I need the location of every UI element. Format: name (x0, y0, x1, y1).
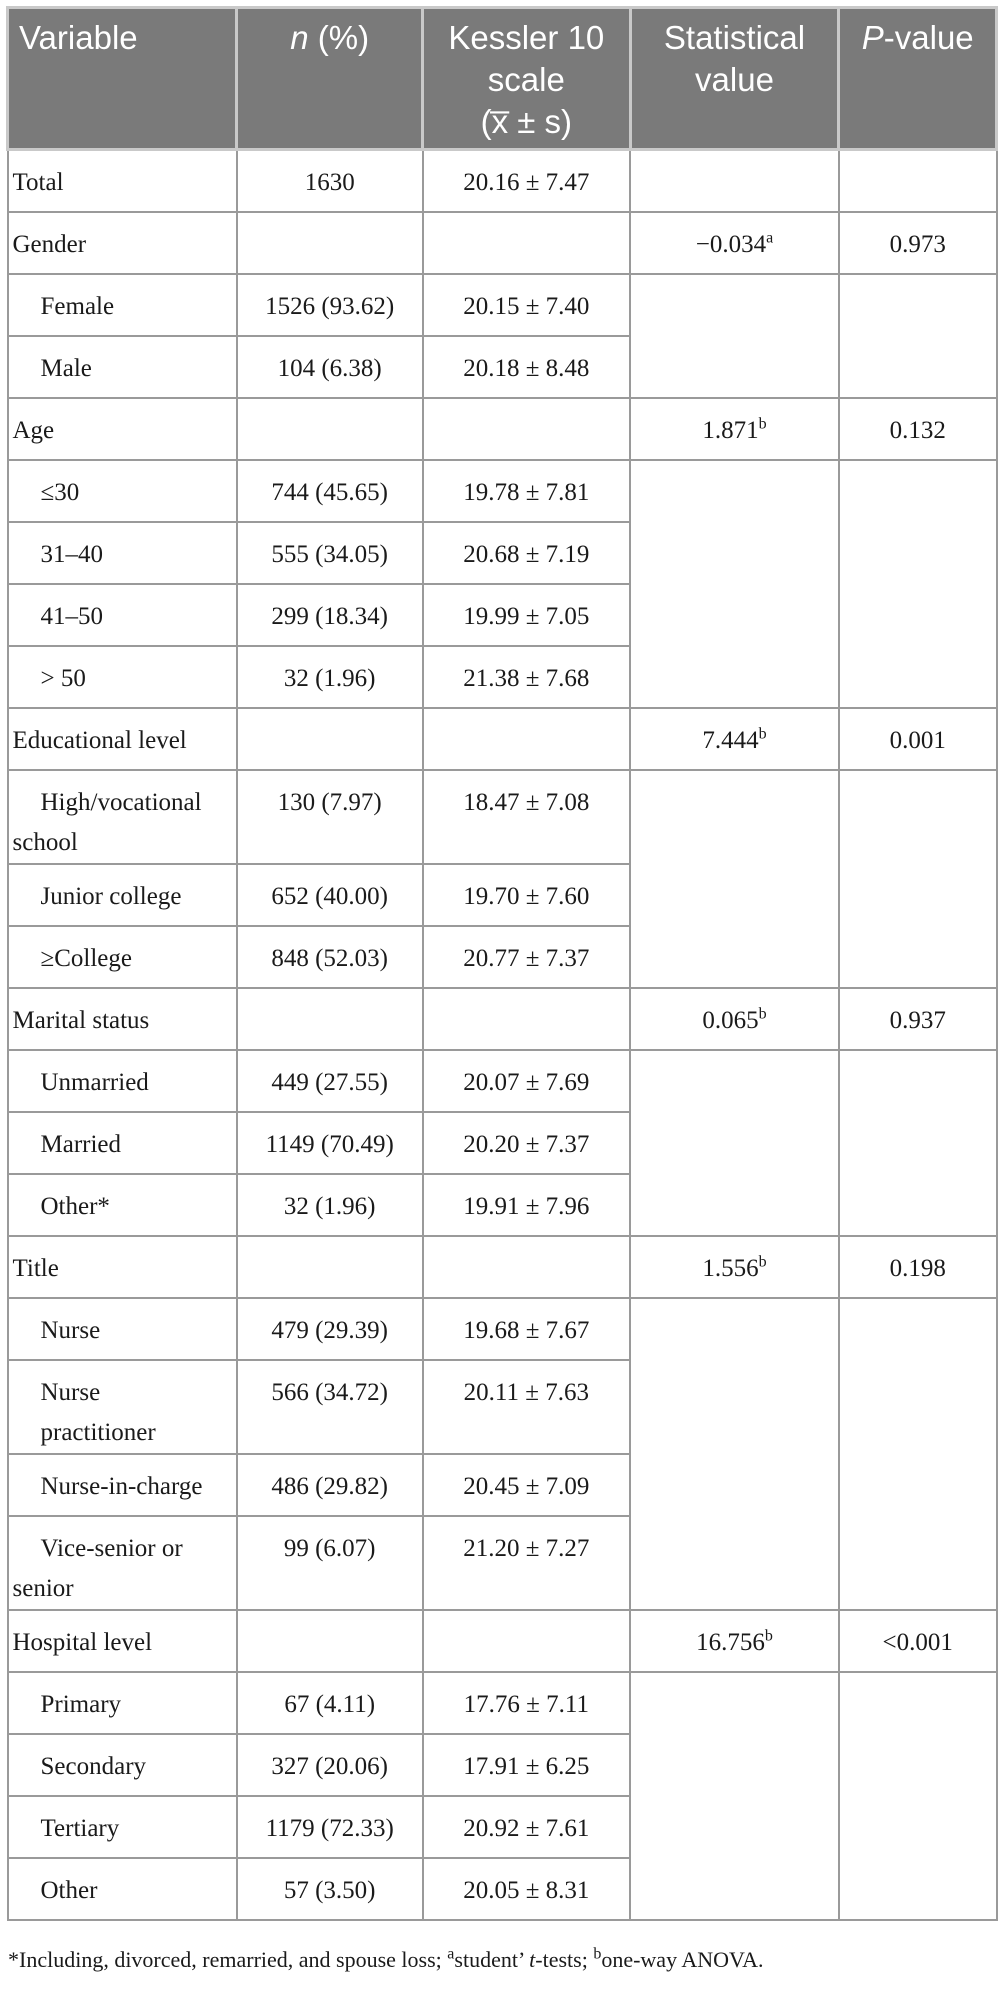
cell-n-percent: 1630 (237, 150, 423, 212)
cell-kessler: 17.91 ± 6.25 (423, 1734, 631, 1796)
cell-kessler (423, 212, 631, 274)
row-label: Title (8, 1236, 237, 1298)
row-label: > 50 (8, 646, 237, 708)
cell-statistical-value-blank (630, 1298, 839, 1610)
cell-n-percent: 652 (40.00) (237, 864, 423, 926)
cell-p-value-blank (839, 1050, 997, 1236)
cell-kessler: 17.76 ± 7.11 (423, 1672, 631, 1734)
row-label: Educational level (8, 708, 237, 770)
row-label: Tertiary (8, 1796, 237, 1858)
cell-p-value: 0.937 (839, 988, 997, 1050)
row-label: Nurse (8, 1298, 237, 1360)
cell-statistical-value: −0.034$^a$ (630, 212, 839, 274)
cell-n-percent (237, 212, 423, 274)
cell-p-value: 0.132 (839, 398, 997, 460)
row-label: Nurse-in-charge (8, 1454, 237, 1516)
table-group-row (8, 212, 997, 274)
table-row (8, 460, 997, 522)
header-row (8, 8, 997, 150)
table-group-row (8, 1236, 997, 1298)
table-row (8, 274, 997, 336)
results-table (6, 6, 998, 1921)
row-label: High/vocational school (8, 770, 237, 864)
cell-n-percent (237, 1236, 423, 1298)
cell-kessler: 20.68 ± 7.19 (423, 522, 631, 584)
cell-statistical-value-blank (630, 274, 839, 398)
cell-kessler: 19.78 ± 7.81 (423, 460, 631, 522)
cell-statistical-value: 16.756$^b$ (630, 1610, 839, 1672)
row-label: ≤30 (8, 460, 237, 522)
cell-statistical-value: 0.065$^b$ (630, 988, 839, 1050)
cell-n-percent: 848 (52.03) (237, 926, 423, 988)
cell-kessler: 20.20 ± 7.37 (423, 1112, 631, 1174)
cell-kessler: 20.16 ± 7.47 (423, 150, 631, 212)
table-row (8, 770, 997, 864)
cell-p-value-blank (839, 460, 997, 708)
cell-statistical-value: 1.556$^b$ (630, 1236, 839, 1298)
cell-kessler: 19.91 ± 7.96 (423, 1174, 631, 1236)
cell-kessler: 20.11 ± 7.63 (423, 1360, 631, 1454)
cell-statistical-value (630, 150, 839, 212)
cell-kessler: 19.99 ± 7.05 (423, 584, 631, 646)
row-label: Female (8, 274, 237, 336)
cell-n-percent: 130 (7.97) (237, 770, 423, 864)
cell-kessler (423, 1610, 631, 1672)
cell-n-percent: 566 (34.72) (237, 1360, 423, 1454)
table-group-row (8, 150, 997, 212)
cell-p-value: 0.198 (839, 1236, 997, 1298)
cell-kessler (423, 708, 631, 770)
header-variable: Variable (8, 8, 237, 150)
cell-statistical-value-blank (630, 1050, 839, 1236)
cell-n-percent: 744 (45.65) (237, 460, 423, 522)
cell-n-percent: 104 (6.38) (237, 336, 423, 398)
cell-p-value: <0.001 (839, 1610, 997, 1672)
row-label: Primary (8, 1672, 237, 1734)
row-label: Hospital level (8, 1610, 237, 1672)
row-label: Married (8, 1112, 237, 1174)
cell-statistical-value-blank (630, 460, 839, 708)
cell-p-value-blank (839, 1298, 997, 1610)
table-row (8, 1050, 997, 1112)
cell-n-percent: 479 (29.39) (237, 1298, 423, 1360)
row-label: Total (8, 150, 237, 212)
table-group-row (8, 398, 997, 460)
cell-n-percent (237, 1610, 423, 1672)
cell-kessler (423, 398, 631, 460)
table-group-row (8, 988, 997, 1050)
row-label: Gender (8, 212, 237, 274)
cell-p-value-blank (839, 274, 997, 398)
cell-n-percent: 99 (6.07) (237, 1516, 423, 1610)
cell-kessler: 20.77 ± 7.37 (423, 926, 631, 988)
cell-p-value: 0.973 (839, 212, 997, 274)
cell-n-percent: 1179 (72.33) (237, 1796, 423, 1858)
cell-statistical-value: 1.871$^b$ (630, 398, 839, 460)
row-label: Other* (8, 1174, 237, 1236)
table-footnote: *Including, divorced, remarried, and spouse loss; $^a$student’ t-tests; $^b$one-way ANOVA. (8, 1945, 764, 1972)
row-label: Male (8, 336, 237, 398)
row-label: Other (8, 1858, 237, 1920)
table-row (8, 1298, 997, 1360)
cell-n-percent (237, 708, 423, 770)
cell-p-value-blank (839, 1672, 997, 1920)
cell-kessler: 20.05 ± 8.31 (423, 1858, 631, 1920)
cell-n-percent: 57 (3.50) (237, 1858, 423, 1920)
row-label: Unmarried (8, 1050, 237, 1112)
header-n-percent: n (%) (237, 8, 423, 150)
cell-n-percent: 67 (4.11) (237, 1672, 423, 1734)
cell-p-value: 0.001 (839, 708, 997, 770)
row-label: 31–40 (8, 522, 237, 584)
header-statistical-value: Statistical value (630, 8, 839, 150)
cell-kessler: 20.18 ± 8.48 (423, 336, 631, 398)
cell-p-value (839, 150, 997, 212)
cell-n-percent (237, 988, 423, 1050)
cell-kessler: 20.07 ± 7.69 (423, 1050, 631, 1112)
cell-n-percent: 1149 (70.49) (237, 1112, 423, 1174)
cell-n-percent: 1526 (93.62) (237, 274, 423, 336)
cell-kessler (423, 1236, 631, 1298)
header-kessler: Kessler 10 scale (x̅ ± s) (423, 8, 631, 150)
row-label: 41–50 (8, 584, 237, 646)
cell-n-percent: 486 (29.82) (237, 1454, 423, 1516)
row-label: Vice-senior or senior (8, 1516, 237, 1610)
table-body (8, 150, 997, 1920)
cell-statistical-value-blank (630, 1672, 839, 1920)
cell-kessler: 20.92 ± 7.61 (423, 1796, 631, 1858)
row-label: Age (8, 398, 237, 460)
row-label: Nurse practitioner (8, 1360, 237, 1454)
cell-n-percent: 327 (20.06) (237, 1734, 423, 1796)
cell-statistical-value-blank (630, 770, 839, 988)
header-p-value: P-value (839, 8, 997, 150)
cell-kessler: 18.47 ± 7.08 (423, 770, 631, 864)
cell-kessler: 21.20 ± 7.27 (423, 1516, 631, 1610)
cell-n-percent: 555 (34.05) (237, 522, 423, 584)
row-label: ≥College (8, 926, 237, 988)
table-group-row (8, 1610, 997, 1672)
cell-n-percent: 299 (18.34) (237, 584, 423, 646)
cell-n-percent (237, 398, 423, 460)
cell-kessler (423, 988, 631, 1050)
cell-kessler: 19.68 ± 7.67 (423, 1298, 631, 1360)
row-label: Junior college (8, 864, 237, 926)
row-label: Secondary (8, 1734, 237, 1796)
cell-kessler: 20.45 ± 7.09 (423, 1454, 631, 1516)
table-row (8, 1672, 997, 1734)
cell-kessler: 21.38 ± 7.68 (423, 646, 631, 708)
row-label: Marital status (8, 988, 237, 1050)
cell-n-percent: 32 (1.96) (237, 1174, 423, 1236)
cell-n-percent: 32 (1.96) (237, 646, 423, 708)
cell-statistical-value: 7.444$^b$ (630, 708, 839, 770)
cell-kessler: 19.70 ± 7.60 (423, 864, 631, 926)
cell-n-percent: 449 (27.55) (237, 1050, 423, 1112)
table-group-row (8, 708, 997, 770)
table-container (6, 6, 998, 1973)
cell-kessler: 20.15 ± 7.40 (423, 274, 631, 336)
cell-p-value-blank (839, 770, 997, 988)
